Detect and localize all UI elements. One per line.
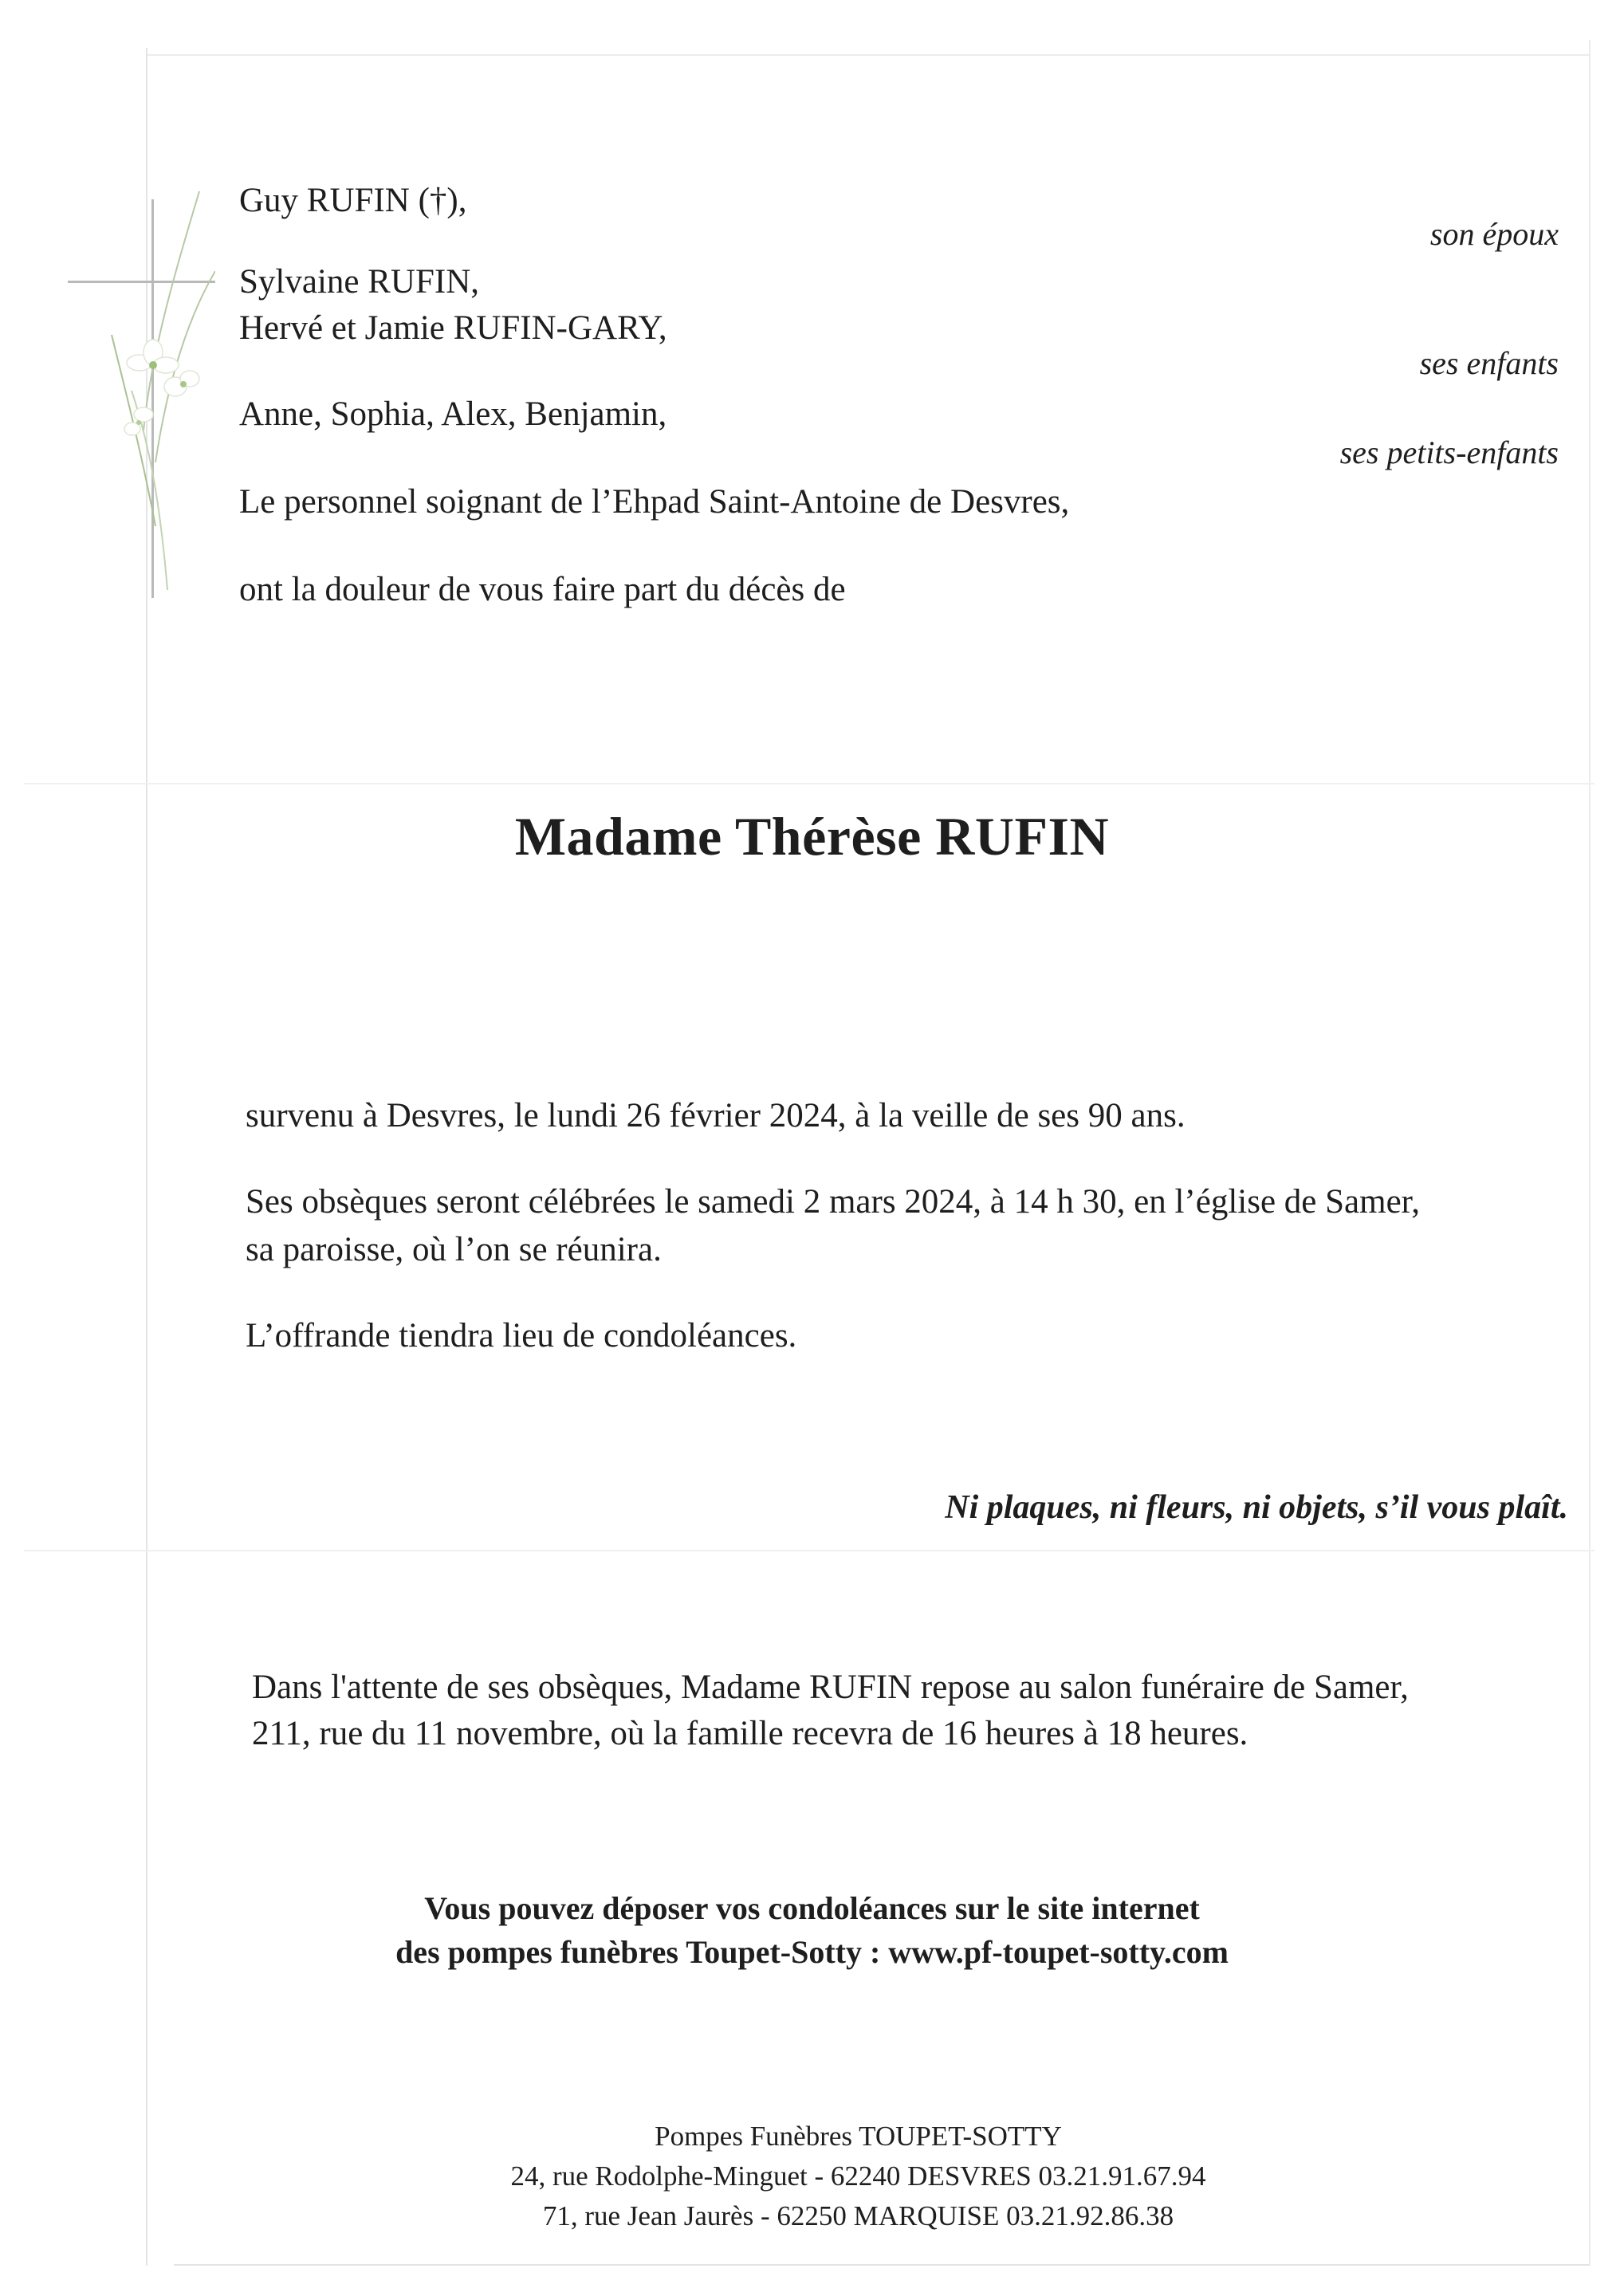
offering-note: L’offrande tiendra lieu de condoléances. <box>246 1317 797 1354</box>
page-border-right <box>1589 40 1591 2266</box>
family-child-2: Hervé et Jamie RUFIN-GARY, <box>239 309 667 347</box>
family-husband: Guy RUFIN (†), <box>239 182 467 219</box>
family-child-1: Sylvaine RUFIN, <box>239 263 479 301</box>
condolences-line-2: des pompes funèbres Toupet-Sotty : www.pf-toupet-sotty.com <box>395 1934 1229 1970</box>
footer-company: Pompes Funèbres TOUPET-SOTTY <box>655 2121 1062 2152</box>
role-children: ses enfants <box>1419 345 1559 381</box>
page-border-top <box>146 54 1589 56</box>
deceased-name: Madame Thérèse RUFIN <box>514 806 1110 867</box>
fold-line-lower <box>24 1550 1595 1551</box>
family-care-staff: Le personnel soignant de l’Ehpad Saint-Antoine de Desvres, <box>239 483 1070 521</box>
funeral-details-line-1: Ses obsèques seront célébrées le samedi 2 mars 2024, à 14 h 30, en l’église de Samer, <box>246 1183 1421 1221</box>
funeral-details-line-2: sa paroisse, où l’on se réunira. <box>246 1231 662 1268</box>
family-grandchildren: Anne, Sophia, Alex, Benjamin, <box>239 395 667 433</box>
cross-with-orchid-icon <box>56 175 215 622</box>
wake-details-line-1: Dans l'attente de ses obsèques, Madame RUFIN repose au salon funéraire de Samer, <box>252 1669 1409 1706</box>
death-details: survenu à Desvres, le lundi 26 février 2024, à la veille de ses 90 ans. <box>246 1097 1186 1134</box>
condolences-line-1: Vous pouvez déposer vos condoléances sur le site internet <box>424 1890 1200 1926</box>
no-flowers-note: Ni plaques, ni fleurs, ni objets, s’il vous plaît. <box>945 1489 1568 1526</box>
fold-line-upper <box>24 783 1595 784</box>
wake-details-line-2: 211, rue du 11 novembre, où la famille recevra de 16 heures à 18 heures. <box>252 1715 1248 1752</box>
role-husband: son époux <box>1429 216 1559 252</box>
role-grandchildren: ses petits-enfants <box>1339 434 1559 470</box>
footer-address-marquise: 71, rue Jean Jaurès - 62250 MARQUISE 03.21.92.86.38 <box>542 2200 1174 2231</box>
announcement-intro: ont la douleur de vous faire part du décès de <box>239 571 846 608</box>
page-border-bottom <box>174 2264 1589 2266</box>
footer-address-desvres: 24, rue Rodolphe-Minguet - 62240 DESVRES 03.21.91.67.94 <box>510 2160 1206 2192</box>
